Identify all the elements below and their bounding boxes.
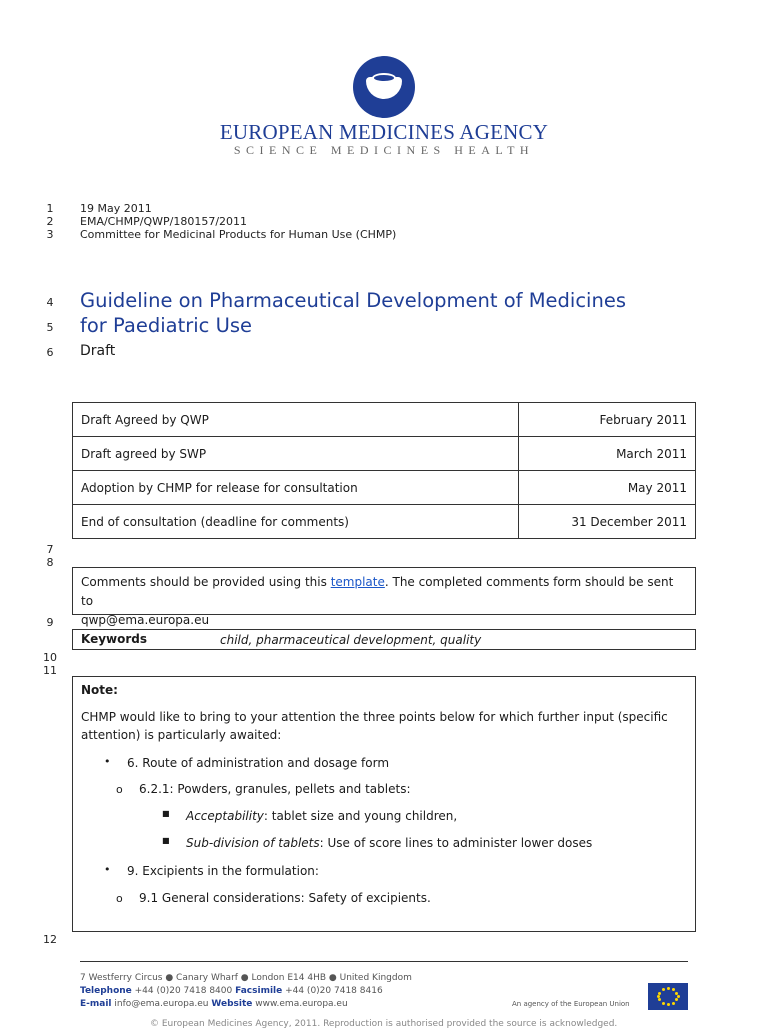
note-box — [72, 676, 696, 932]
line-number: 7 — [46, 543, 54, 556]
keywords-box — [72, 629, 696, 650]
footer-divider — [80, 961, 688, 962]
line-number: 5 — [46, 321, 54, 334]
note-item-2: 9. Excipients in the formulation: — [127, 864, 319, 878]
line-number: 6 — [46, 346, 54, 359]
timeline-value: March 2011 — [519, 437, 696, 471]
table-row — [73, 403, 696, 437]
line-number: 2 — [46, 215, 54, 228]
table-row — [73, 471, 696, 505]
comments-box — [72, 567, 696, 627]
timeline-label: Draft Agreed by QWP — [73, 403, 519, 437]
line-number: 9 — [46, 616, 54, 629]
line-number: 4 — [46, 296, 54, 309]
document-status: Draft — [80, 343, 116, 359]
line-number: 1 — [46, 202, 54, 215]
note-item-1: 6. Route of administration and dosage form — [127, 756, 390, 770]
note-intro-line2: attention) is particularly awaited: — [81, 728, 282, 742]
note-intro-line1: CHMP would like to bring to your attention the three points below for which further input (specific — [81, 710, 668, 724]
keywords-value: child, pharmaceutical development, quality — [220, 633, 482, 647]
note-item-1-sub-b: Sub-division of tablets: Use of score lines to administer lower doses — [186, 836, 593, 850]
bullet-square-icon: ■ — [162, 836, 170, 845]
footer-address: 7 Westferry Circus ● Canary Wharf ● London E14 4HB ● United Kingdom — [80, 973, 412, 983]
eu-agency-note: An agency of the European Union — [512, 1000, 630, 1008]
comments-text: Comments should be provided using this template. The completed comments form should be sent to — [81, 575, 674, 608]
timeline-value: 31 December 2011 — [519, 505, 696, 539]
line-number: 12 — [43, 933, 57, 946]
copyright-notice: © European Medicines Agency, 2011. Reproduction is authorised provided the source is acknowledged. — [150, 1019, 618, 1029]
line-number: 10 — [43, 651, 57, 664]
line-number: 3 — [46, 228, 54, 241]
table-row — [73, 437, 696, 471]
line-number: 11 — [43, 664, 57, 677]
page-title-line2: for Paediatric Use — [80, 314, 253, 337]
line-number: 8 — [46, 556, 54, 569]
footer-phone: Telephone +44 (0)20 7418 8400 Facsimile +44 (0)20 7418 8416 — [80, 986, 383, 996]
ema-logo-dish-inner — [372, 73, 396, 83]
timeline-label: Draft agreed by SWP — [73, 437, 519, 471]
document-date: 19 May 2011 — [80, 202, 152, 215]
eu-flag-icon — [648, 983, 688, 1010]
page-title-line1: Guideline on Pharmaceutical Development of Medicines — [80, 289, 626, 312]
committee-name: Committee for Medicinal Products for Human Use (CHMP) — [80, 228, 397, 241]
bullet-square-icon: ■ — [162, 809, 170, 818]
bullet-disc-icon: • — [104, 755, 111, 768]
keywords-label: Keywords — [81, 632, 148, 646]
note-item-1-sub: 6.2.1: Powders, granules, pellets and tablets: — [139, 782, 411, 796]
document-reference: EMA/CHMP/QWP/180157/2011 — [80, 215, 248, 228]
agency-tagline: SCIENCE MEDICINES HEALTH — [233, 143, 535, 157]
note-item-1-sub-a: Acceptability: tablet size and young children, — [186, 809, 458, 823]
bullet-circle-icon: o — [116, 892, 123, 905]
footer-contact: E-mail info@ema.europa.eu Website www.ema.europa.eu — [80, 999, 348, 1009]
timeline-value: February 2011 — [519, 403, 696, 437]
timeline-label: End of consultation (deadline for comments) — [73, 505, 519, 539]
agency-name: EUROPEAN MEDICINES AGENCY — [219, 120, 549, 144]
comments-email: qwp@ema.europa.eu — [81, 613, 210, 627]
timeline-table — [72, 402, 696, 539]
timeline-value: May 2011 — [519, 471, 696, 505]
bullet-disc-icon: • — [104, 863, 111, 876]
note-item-2-sub: 9.1 General considerations: Safety of excipients. — [139, 891, 431, 905]
template-link[interactable]: template — [330, 575, 385, 589]
timeline-label: Adoption by CHMP for release for consultation — [73, 471, 519, 505]
bullet-circle-icon: o — [116, 783, 123, 796]
table-row — [73, 505, 696, 539]
note-heading: Note: — [81, 683, 118, 697]
